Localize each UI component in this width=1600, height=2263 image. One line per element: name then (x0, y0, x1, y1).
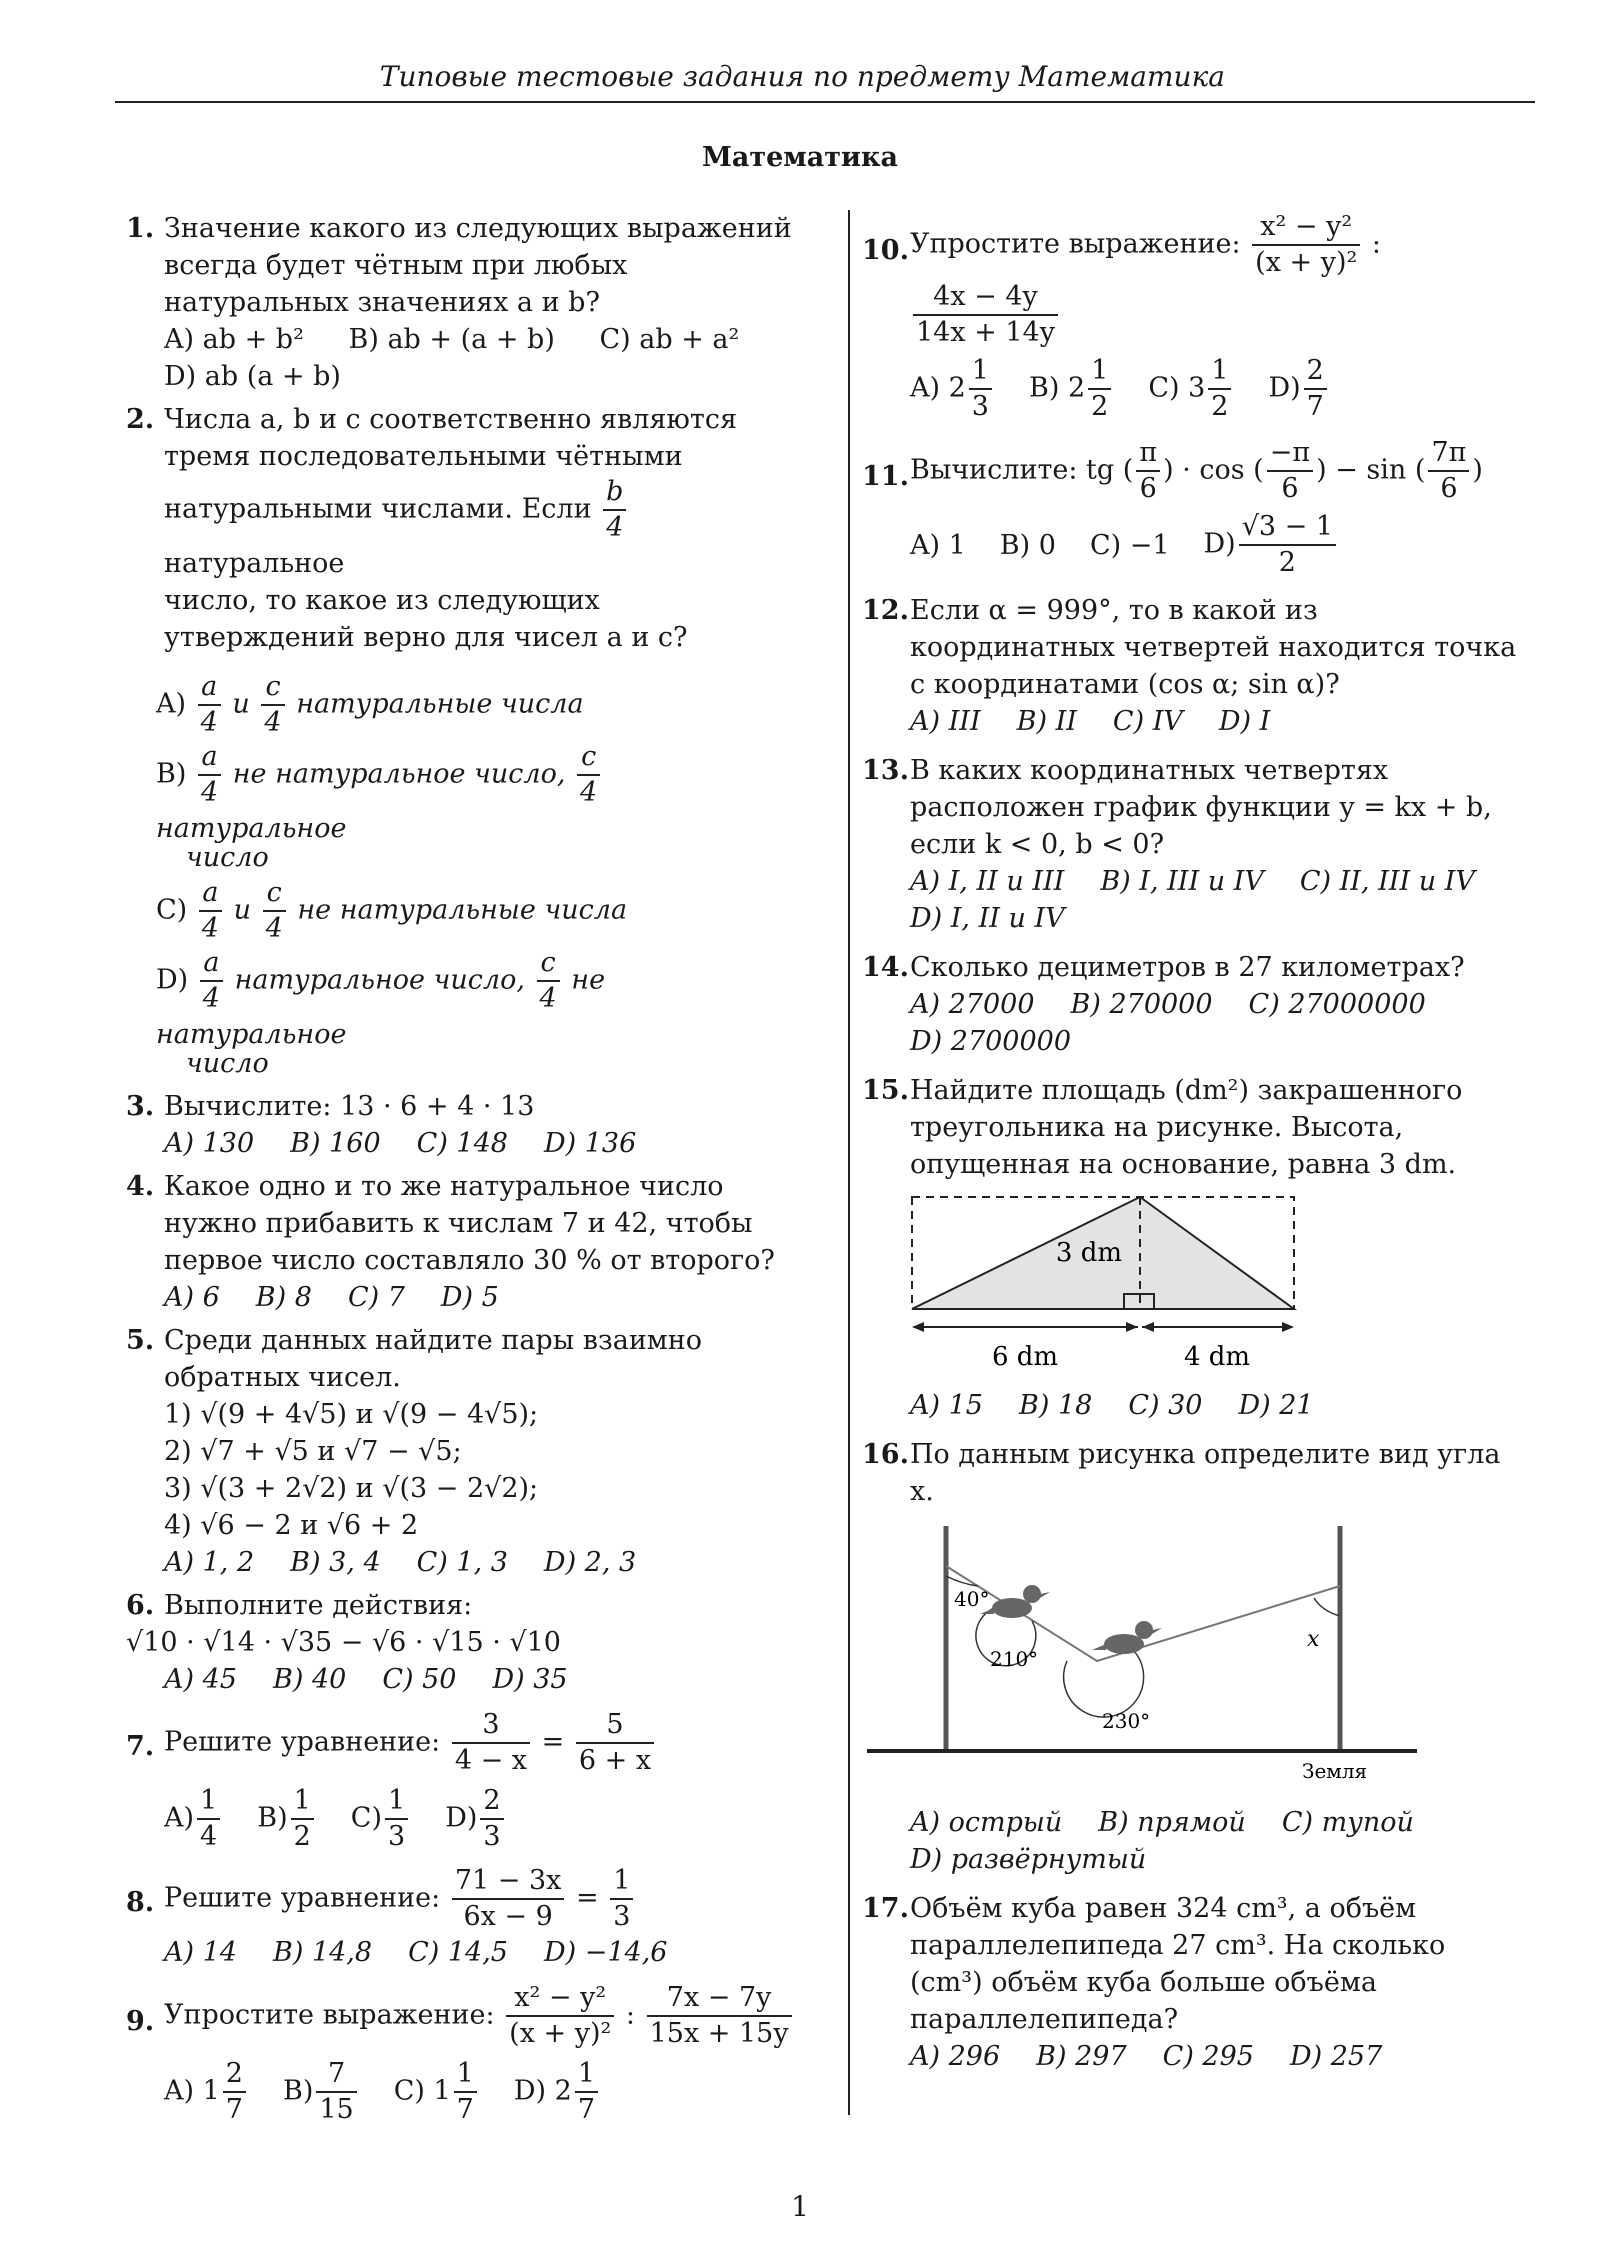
cos-operator: · cos (1182, 454, 1245, 486)
denominator: 4 (200, 1821, 218, 1852)
option-b[interactable]: B) 8 (255, 1282, 312, 1313)
option-label: B) (257, 1802, 288, 1834)
division-sign: : (625, 1999, 636, 2031)
question-2 (126, 401, 796, 1082)
option-c[interactable]: C) 7 (347, 1282, 405, 1313)
option-d[interactable]: D) 21 (1238, 1390, 1314, 1421)
option-a[interactable]: A) ab + b² (164, 324, 304, 355)
denominator: 3 (971, 391, 989, 422)
triangle-figure (910, 1189, 1330, 1379)
numerator: a (199, 876, 222, 912)
option-b[interactable]: B) II (1016, 706, 1077, 737)
option-c[interactable]: C) 295 (1162, 2041, 1254, 2072)
option-b[interactable]: B) 297 (1036, 2041, 1127, 2072)
answer-options (164, 1279, 796, 1316)
option-d[interactable] (1268, 354, 1329, 424)
pair-2: 2) √7 + √5 и √7 − √5; (164, 1436, 462, 1467)
question-text: Упростите выражение: (164, 1999, 495, 2031)
denominator: 3 (388, 1821, 406, 1852)
numerator: a (198, 740, 221, 776)
answer-options (164, 321, 796, 395)
answer-options (900, 510, 1522, 580)
question-9 (126, 1981, 796, 2127)
denominator: 4 (200, 707, 218, 738)
denominator: 6 (1139, 473, 1157, 504)
pair-4: 4) √6 − 2 и √6 + 2 (164, 1510, 419, 1541)
option-d[interactable] (156, 946, 796, 1082)
option-label: C) 3 (1148, 372, 1206, 404)
question-text: число, то какое из следующих утверждений верно для чисел a и c? (164, 585, 688, 653)
denominator: (x + y)² (509, 2018, 612, 2049)
question-number: 7. (126, 1731, 155, 1762)
question-text: Упростите выражение: (910, 228, 1241, 260)
birds-figure (862, 1516, 1422, 1796)
option-b[interactable] (156, 740, 796, 876)
question-text: Вычислите: tg (910, 454, 1115, 486)
question-text: По данным рисунка определите вид угла x. (910, 1439, 1501, 1507)
denominator: 7 (456, 2094, 474, 2125)
question-number: 1. (126, 213, 155, 244)
bird-icon (980, 1585, 1050, 1618)
question-16 (862, 1436, 1522, 1878)
angle-40-label: 40° (954, 1587, 990, 1611)
question-text: Сколько дециметров в 27 километрах? (910, 952, 1465, 983)
equation (164, 1708, 796, 1778)
option-a[interactable] (164, 2057, 249, 2127)
option-b[interactable]: B) 0 (999, 529, 1056, 561)
denominator: 14x + 14y (916, 317, 1055, 348)
denominator: 15 (319, 2094, 354, 2125)
option-text: натуральное число, (234, 964, 525, 996)
page-header: Типовые тестовые задания по предмету Математика (379, 60, 1225, 93)
question-number: 14. (862, 952, 909, 983)
answer-options (164, 2057, 796, 2127)
option-d[interactable]: D) ab (a + b) (164, 361, 341, 392)
question-text-part: натуральное (164, 548, 345, 579)
option-c[interactable]: C) 50 (382, 1664, 457, 1695)
question-text: Если α = 999°, то в какой из координатных четвертей находится точка с координатами (cos α; sin α)? (910, 595, 1517, 700)
option-a[interactable]: A) 130 (164, 1128, 255, 1159)
option-a[interactable]: A) I, II и III (910, 866, 1065, 897)
question-number: 8. (126, 1887, 155, 1918)
numerator: −π (1267, 436, 1313, 472)
division-sign: : (1371, 228, 1382, 260)
denominator: 7 (225, 2094, 243, 2125)
equals-sign: = (576, 1882, 599, 1914)
denominator: 6 (1281, 473, 1299, 504)
numerator: 1 (969, 354, 992, 390)
option-a[interactable]: A) 45 (164, 1664, 237, 1695)
question-number: 9. (126, 2006, 155, 2037)
conjunction: и (232, 688, 250, 720)
option-c[interactable]: C) ab + a² (599, 324, 740, 355)
numerator: c (537, 946, 560, 982)
denominator: 4 (264, 707, 282, 738)
question-17 (862, 1890, 1522, 2075)
question-text: Выполните действия: (164, 1590, 473, 1621)
numerator: c (263, 876, 286, 912)
numerator: 1 (385, 1784, 408, 1820)
left-base-label: 6 dm (991, 1342, 1059, 1372)
answer-options (910, 986, 1522, 1060)
option-label: A) 1 (164, 2075, 220, 2107)
denominator: 4 (606, 512, 624, 543)
question-text: В каких координатных четвертях расположен график функции y = kx + b, если k < 0, b < 0? (910, 755, 1492, 860)
option-b[interactable] (283, 2057, 360, 2127)
denominator: 4 − x (454, 1745, 528, 1776)
question-7 (126, 1708, 796, 1854)
option-label: D) (445, 1802, 478, 1834)
header-rule (115, 101, 1535, 103)
answer-options (910, 2038, 1522, 2075)
option-c[interactable]: C) тупой (1281, 1807, 1414, 1838)
answer-options (910, 863, 1522, 937)
option-a[interactable]: A) 15 (910, 1390, 983, 1421)
option-label: C) 1 (393, 2075, 451, 2107)
right-column (862, 210, 1522, 2081)
option-a[interactable]: A) 14 (164, 1937, 237, 1968)
answer-options (910, 1387, 1522, 1424)
option-b[interactable]: B) 18 (1018, 1390, 1093, 1421)
sin-operator: − sin (1335, 454, 1407, 486)
option-a[interactable]: A) 296 (910, 2041, 1001, 2072)
pair-1: 1) √(9 + 4√5) и √(9 − 4√5); (164, 1399, 539, 1430)
question-15 (862, 1072, 1522, 1424)
numerator: x² − y² (506, 1981, 614, 2017)
question-number: 4. (126, 1171, 155, 1202)
option-label: D) 2 (513, 2075, 572, 2107)
question-text: Вычислите: 13 · 6 + 4 · 13 (164, 1091, 535, 1122)
option-c[interactable]: C) −1 (1089, 529, 1170, 561)
question-text (164, 475, 796, 582)
numerator: 1 (575, 2057, 598, 2093)
option-label: B) (156, 758, 187, 790)
column-divider (848, 210, 850, 2115)
denominator: 6 + x (578, 1745, 652, 1776)
answer-options (164, 1544, 796, 1581)
option-d[interactable]: D) развёрнутый (910, 1844, 1147, 1875)
option-c[interactable] (394, 2057, 480, 2127)
denominator: 7 (1306, 391, 1324, 422)
answer-options (900, 354, 1522, 424)
numerator: 71 − 3x (452, 1864, 565, 1900)
question-text: Среди данных найдите пары взаимно обратных чисел. (164, 1325, 703, 1393)
answer-options (910, 1804, 1522, 1878)
option-b[interactable]: B) ab + (a + b) (348, 324, 555, 355)
question-1 (126, 210, 796, 395)
numerator: 2 (1304, 354, 1327, 390)
question-text: Значение какого из следующих выражений всегда будет чётным при любых натуральных значениях a и b? (164, 213, 792, 318)
option-a[interactable]: A) острый (910, 1807, 1063, 1838)
right-base-label: 4 dm (1183, 1342, 1251, 1372)
question-text: Объём куба равен 324 cm³, а объём параллелепипеда 27 cm³. На сколько (cm³) объём куба больше объёма параллелепипеда? (910, 1893, 1446, 2035)
numerator: 1 (1088, 354, 1111, 390)
option-text: натуральное (156, 813, 347, 844)
option-c[interactable]: C) 1, 3 (416, 1547, 508, 1578)
option-c[interactable] (1148, 354, 1234, 424)
question-10 (862, 210, 1522, 424)
question-number: 15. (862, 1075, 909, 1106)
denominator: 6x − 9 (463, 1901, 553, 1932)
option-d[interactable]: D) 136 (543, 1128, 637, 1159)
question-number: 2. (126, 404, 155, 435)
option-c[interactable] (351, 1784, 411, 1854)
question-text-part: натуральными числами. Если (164, 493, 592, 525)
option-d[interactable] (514, 2057, 601, 2127)
page-title: Математика (702, 142, 898, 173)
question-number: 6. (126, 1590, 155, 1621)
numerator: b (603, 475, 626, 511)
option-a[interactable]: A) 1 (910, 529, 966, 561)
option-c[interactable]: C) II, III и IV (1299, 866, 1475, 897)
numerator: c (261, 670, 284, 706)
question-number: 11. (862, 461, 909, 492)
expression: √10 · √14 · √35 − √6 · √15 · √10 (126, 1627, 561, 1658)
question-12 (862, 592, 1522, 740)
question-4 (126, 1168, 796, 1316)
fraction (603, 475, 626, 545)
numerator: c (577, 740, 600, 776)
denominator: 2 (1211, 391, 1229, 422)
option-text: натуральные числа (296, 688, 584, 720)
option-b[interactable]: B) 160 (290, 1128, 381, 1159)
option-a[interactable] (164, 1784, 223, 1854)
option-text: не натуральные числа (297, 894, 628, 926)
numerator: 3 (452, 1708, 530, 1744)
numerator: π (1136, 436, 1160, 472)
option-b[interactable]: B) 40 (272, 1664, 347, 1695)
answer-options (164, 1934, 796, 1971)
option-a[interactable]: A) 27000 (910, 989, 1035, 1020)
numerator: a (198, 670, 221, 706)
option-label: C) (156, 894, 188, 926)
option-text: число (186, 842, 269, 873)
height-label: 3 dm (1055, 1238, 1122, 1268)
option-label: D) (156, 964, 189, 996)
angle-210-label: 210° (990, 1647, 1039, 1671)
option-d[interactable]: D) I (1218, 706, 1271, 737)
option-a[interactable] (156, 670, 796, 740)
option-c[interactable]: C) 14,5 (408, 1937, 508, 1968)
answer-options (164, 1784, 796, 1854)
option-c[interactable]: C) 148 (416, 1128, 508, 1159)
left-column (126, 210, 796, 2133)
denominator: (x + y)² (1255, 247, 1358, 278)
numerator: 1 (197, 1784, 220, 1820)
numerator: 4x − 4y (913, 280, 1058, 316)
option-a[interactable] (910, 354, 995, 424)
angle-x-label: x (1307, 1627, 1320, 1652)
denominator: 4 (539, 983, 557, 1014)
option-c[interactable]: C) 27000000 (1248, 989, 1426, 1020)
option-label: C) (350, 1802, 382, 1834)
option-c[interactable]: C) IV (1112, 706, 1183, 737)
numerator: a (200, 946, 223, 982)
numerator: 1 (291, 1784, 314, 1820)
page-number: 1 (791, 2190, 809, 2223)
numerator: 7x − 7y (647, 1981, 792, 2017)
answer-options (910, 703, 1522, 740)
question-number: 12. (862, 595, 909, 626)
numerator: 2 (480, 1784, 503, 1820)
denominator: 4 (580, 777, 598, 808)
option-d[interactable]: D) 35 (492, 1664, 568, 1695)
question-text: Решите уравнение: (164, 1726, 441, 1758)
option-a[interactable]: A) III (910, 706, 981, 737)
question-3 (126, 1088, 796, 1162)
answer-options (164, 1661, 796, 1698)
option-d[interactable]: D) 2700000 (910, 1026, 1072, 1057)
pair-3: 3) √(3 + 2√2) и √(3 − 2√2); (164, 1473, 539, 1504)
denominator: 2 (1091, 391, 1109, 422)
ground-label: Земля (1302, 1759, 1368, 1783)
question-number: 3. (126, 1091, 155, 1122)
option-d[interactable]: D) 2, 3 (543, 1547, 637, 1578)
expression (900, 210, 1522, 350)
question-number: 10. (862, 235, 909, 266)
numerator: 7 (316, 2057, 356, 2093)
option-b[interactable]: B) 270000 (1070, 989, 1213, 1020)
numerator: 1 (610, 1864, 633, 1900)
option-b[interactable]: B) I, III и IV (1100, 866, 1264, 897)
denominator: 6 (1440, 473, 1458, 504)
denominator: 7 (577, 2094, 595, 2125)
option-b[interactable]: B) прямой (1098, 1807, 1246, 1838)
denominator: 2 (1278, 547, 1296, 578)
question-number: 16. (862, 1439, 909, 1470)
option-label: A) (164, 1802, 195, 1834)
numerator: 7π (1428, 436, 1469, 472)
option-d[interactable]: D) −14,6 (543, 1937, 668, 1968)
expression (164, 1981, 796, 2051)
option-a[interactable]: A) 1, 2 (164, 1547, 255, 1578)
denominator: 15x + 15y (649, 2018, 789, 2049)
option-label: B) (282, 2075, 314, 2107)
option-label: D) (1268, 372, 1301, 404)
denominator: 4 (265, 913, 283, 944)
equation (164, 1864, 796, 1934)
numerator: 5 (576, 1708, 654, 1744)
numerator: 1 (454, 2057, 477, 2093)
question-13 (862, 752, 1522, 937)
option-text: число (186, 1048, 269, 1079)
denominator: 3 (483, 1821, 501, 1852)
option-label: B) 2 (1028, 372, 1086, 404)
question-number: 5. (126, 1325, 155, 1356)
option-label: A) (156, 688, 187, 720)
angle-230-label: 230° (1102, 1709, 1151, 1733)
denominator: 4 (201, 913, 219, 944)
question-text: Решите уравнение: (164, 1882, 441, 1914)
option-text: не натуральное (156, 964, 606, 1050)
expression: Вычислите: tg ( $\frac{\pi}{6}$ ) · cos ( $\frac{-\pi}{6}$ ) − sin ( $\frac{7\pi}{6}$ ) (910, 437, 1483, 504)
numerator: 1 (1208, 354, 1231, 390)
conjunction: и (233, 894, 251, 926)
numerator: 2 (223, 2057, 246, 2093)
option-label: D) (1203, 528, 1236, 560)
denominator: 3 (613, 1901, 631, 1932)
question-8 (126, 1864, 796, 1971)
option-d[interactable]: D) 5 (440, 1282, 499, 1313)
question-11 (862, 436, 1522, 580)
equals-sign: = (541, 1726, 565, 1758)
question-6 (126, 1587, 796, 1698)
denominator: 4 (202, 983, 220, 1014)
question-text: Найдите площадь (dm²) закрашенного треугольника на рисунке. Высота, опущенная на основание, равна 3 dm. (910, 1075, 1463, 1180)
option-label: A) 2 (910, 372, 966, 404)
question-text: Числа a, b и c соответственно являются тремя последовательными чётными (164, 404, 737, 472)
question-text: Какое одно и то же натуральное число нужно прибавить к числам 7 и 42, чтобы первое число составляло 30 % от второго? (164, 1171, 775, 1276)
option-b[interactable] (257, 1784, 317, 1854)
numerator: √3 − 1 (1239, 510, 1336, 546)
answer-options (164, 1125, 796, 1162)
option-text: не натуральное число, (232, 758, 566, 790)
bird-icon (1092, 1621, 1162, 1654)
option-b[interactable]: B) 3, 4 (290, 1547, 381, 1578)
option-b[interactable] (1029, 354, 1114, 424)
option-d[interactable]: D) 257 (1289, 2041, 1383, 2072)
denominator: 2 (293, 1821, 311, 1852)
question-5 (126, 1322, 796, 1581)
question-14 (862, 949, 1522, 1060)
numerator: x² − y² (1252, 210, 1360, 246)
option-a[interactable]: A) 6 (164, 1282, 220, 1313)
option-b[interactable]: B) 14,8 (272, 1937, 373, 1968)
question-number: 13. (862, 755, 909, 786)
option-d[interactable]: D) I, II и IV (910, 903, 1065, 934)
question-number: 17. (862, 1893, 909, 1924)
denominator: 4 (200, 777, 219, 808)
option-c[interactable]: C) 30 (1128, 1390, 1203, 1421)
option-d[interactable] (445, 1784, 506, 1854)
option-c[interactable] (156, 876, 796, 946)
option-d[interactable] (1204, 510, 1340, 580)
